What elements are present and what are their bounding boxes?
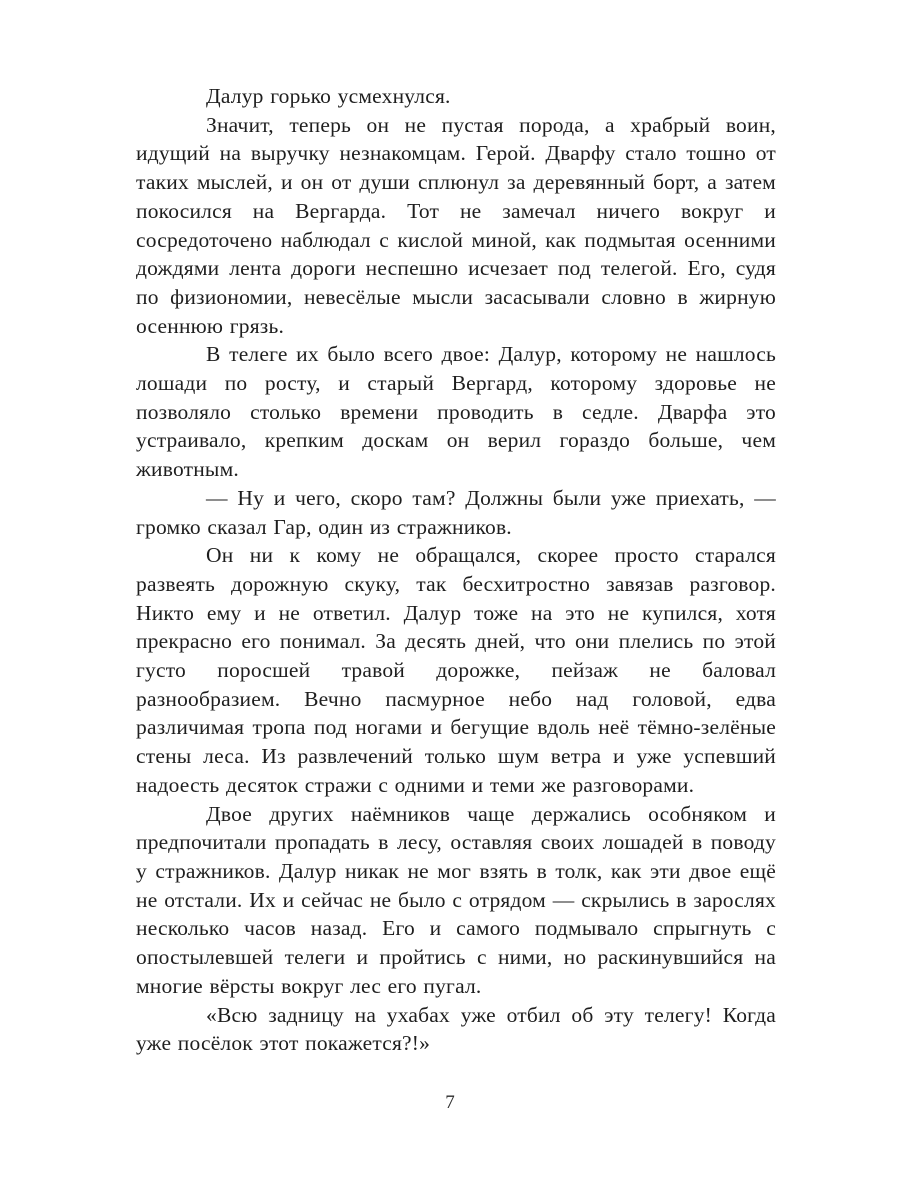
paragraph: — Ну и чего, скоро там? Должны были уже приехать, — громко сказал Гар, один из стражников. bbox=[136, 485, 776, 539]
page-number: 7 bbox=[445, 1092, 455, 1113]
text-block bbox=[136, 82, 776, 1058]
paragraph: В телеге их было всего двое: Далур, которому не нашлось лошади по росту, и старый Вергард, которому здоровье не позволяло столько времени проводить в седле. Дварфа это устраивало, крепким доскам он верил гораздо больше, чем животным. bbox=[136, 342, 776, 482]
paragraph: Он ни к кому не обращался, скорее просто старался развеять дорожную скуку, так бесхитростно завязав разговор. Никто ему и не ответил. Далур тоже на это не купился, хотя прекрасно его понимал. За десять дней, что они плелись по этой густо поросшей травой дорожке, пейзаж не баловал разнообразием. Вечно пасмурное небо над головой, едва различимая тропа под ногами и бегущие вдоль неё тёмно-зелёные стены леса. Из развлечений только шум ветра и уже успевший надоесть десяток стражи с одними и теми же разговорами. bbox=[136, 543, 776, 797]
paragraph: «Всю задницу на ухабах уже отбил об эту телегу! Когда уже посёлок этот покажется?!» bbox=[136, 1002, 776, 1056]
paragraph: Далур горько усмехнулся. bbox=[206, 84, 451, 108]
paragraph: Двое других наёмников чаще держались особняком и предпочитали пропадать в лесу, оставляя своих лошадей в поводу у стражников. Далур никак не мог взять в толк, как эти двое ещё не отстали. Их и сейчас не было с отрядом — скрылись в зарослях несколько часов назад. Его и самого подмывало спрыгнуть с опостылевшей телеги и пройтись с ними, но раскинувшийся на многие вёрсты вокруг лес его пугал. bbox=[136, 801, 776, 998]
paragraph: Значит, теперь он не пустая порода, а храбрый воин, идущий на выручку незнакомцам. Герой. Дварфу стало тошно от таких мыслей, и он от души сплюнул за деревянный борт, а затем покосился на Вергарда. Тот не замечал ничего вокруг и сосредоточено наблюдал с кислой миной, как подмытая осенними дождями лента дороги неспешно исчезает под телегой. Его, судя по физиономии, невесёлые мысли засасывали словно в жирную осеннюю грязь. bbox=[136, 112, 776, 338]
